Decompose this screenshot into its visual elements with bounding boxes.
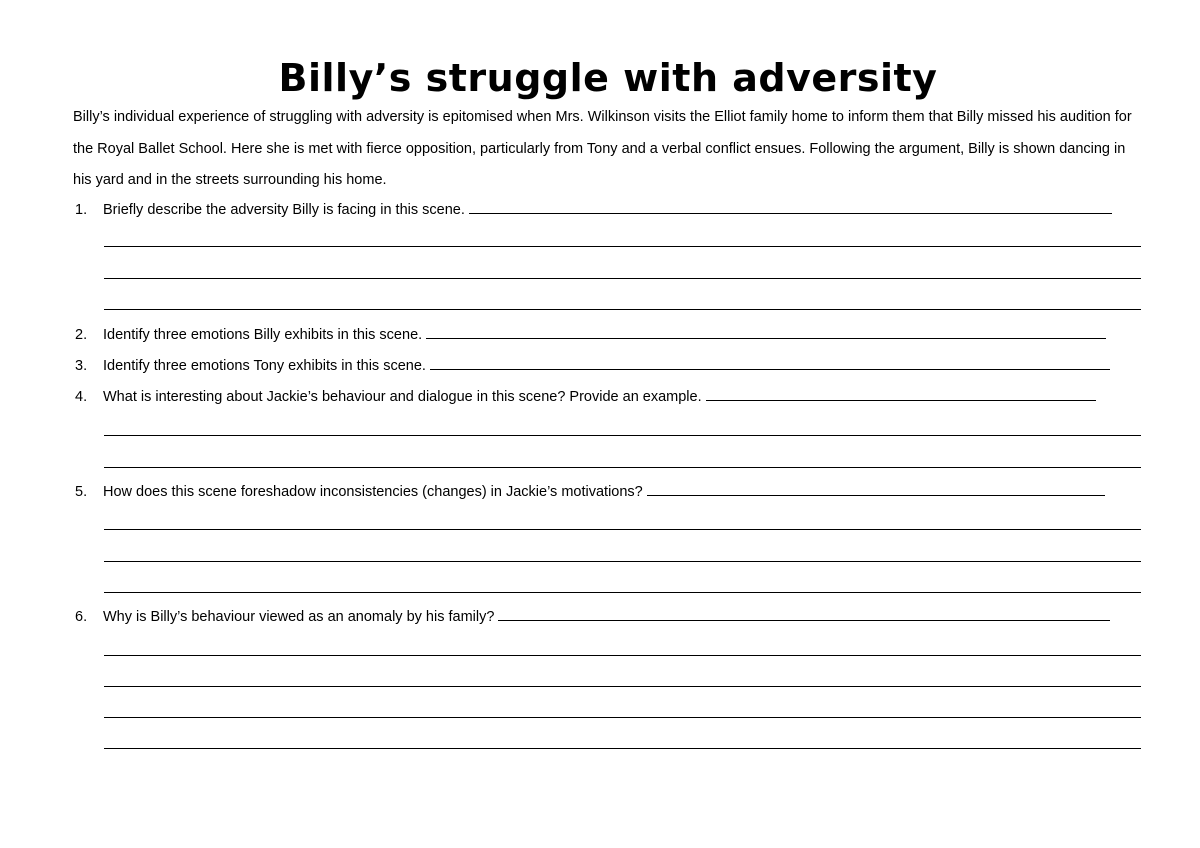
answer-line[interactable]	[104, 309, 1141, 310]
answer-line[interactable]	[104, 686, 1141, 687]
question-text: Identify three emotions Billy exhibits in this scene.	[103, 327, 423, 343]
answer-line[interactable]	[706, 386, 1096, 401]
answer-line[interactable]	[104, 717, 1141, 718]
answer-line[interactable]	[469, 199, 1112, 214]
question-number: 3.	[75, 358, 88, 374]
question-text: What is interesting about Jackie’s behaviour and dialogue in this scene? Provide an example.	[103, 389, 702, 405]
page-title: Billy’s struggle with adversity	[278, 56, 938, 100]
question-3	[75, 355, 1110, 376]
question-number: 4.	[75, 389, 88, 405]
question-text: Identify three emotions Tony exhibits in this scene.	[103, 358, 426, 374]
question-1	[75, 199, 1112, 220]
answer-line[interactable]	[104, 748, 1141, 749]
question-text: Briefly describe the adversity Billy is facing in this scene.	[103, 202, 465, 218]
intro-paragraph: Billy’s individual experience of struggling with adversity is epitomised when Mrs. Wilkinson visits the Elliot family home to inform them that Billy missed his audition for the Royal Ballet School. Here she is met with fierce opposition, particularly from Tony and a verbal conflict ensues. Following the argument, Billy is shown dancing in his yard and in the streets surrounding his home.	[73, 109, 1132, 188]
answer-line[interactable]	[426, 324, 1106, 339]
answer-line[interactable]	[104, 278, 1141, 279]
answer-line[interactable]	[104, 655, 1141, 656]
answer-line[interactable]	[104, 467, 1141, 468]
question-number: 6.	[75, 609, 88, 625]
question-2	[75, 324, 1106, 345]
answer-line[interactable]	[104, 561, 1141, 562]
answer-line[interactable]	[430, 355, 1110, 370]
answer-line[interactable]	[498, 606, 1110, 621]
answer-line[interactable]	[104, 529, 1141, 530]
question-number: 5.	[75, 484, 88, 500]
answer-line[interactable]	[104, 592, 1141, 593]
question-text: How does this scene foreshadow inconsistencies (changes) in Jackie’s motivations?	[103, 484, 643, 500]
question-5	[75, 481, 1105, 502]
question-6	[75, 606, 1110, 627]
answer-line[interactable]	[647, 481, 1105, 496]
question-4	[75, 386, 1096, 407]
question-text: Why is Billy’s behaviour viewed as an anomaly by his family?	[103, 609, 495, 625]
question-number: 1.	[75, 202, 88, 218]
answer-line[interactable]	[104, 435, 1141, 436]
question-number: 2.	[75, 327, 88, 343]
answer-line[interactable]	[104, 246, 1141, 247]
